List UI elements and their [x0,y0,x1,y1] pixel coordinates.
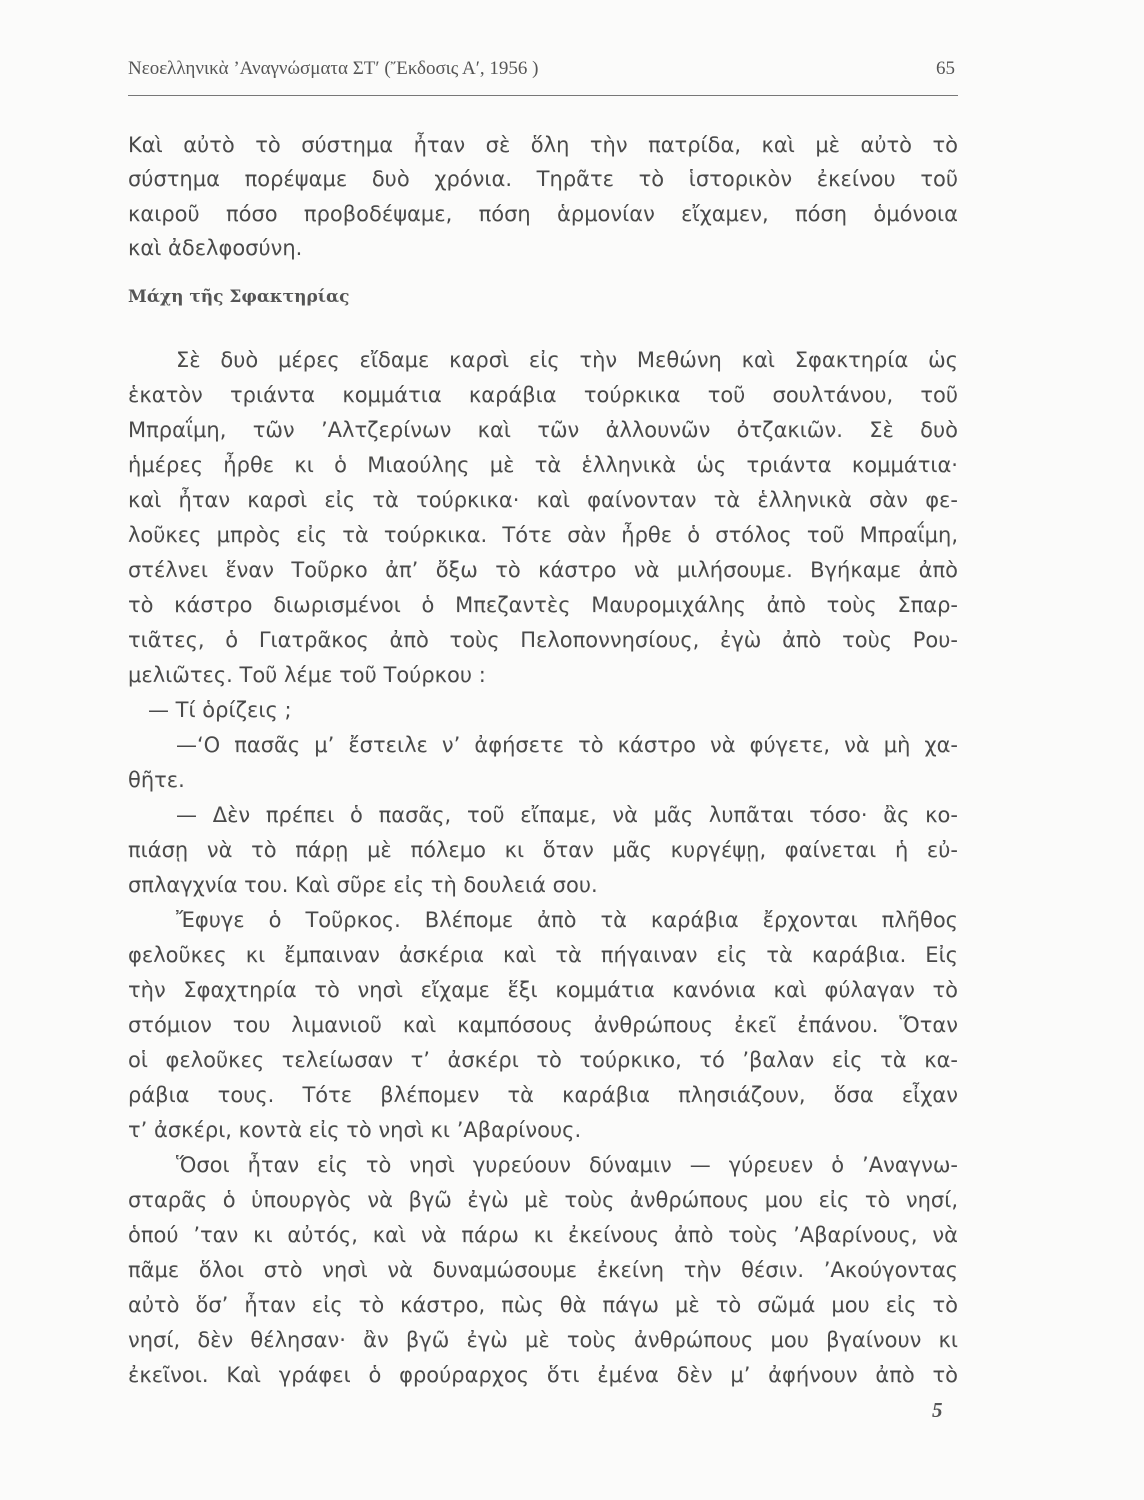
section-heading: Μάχη τῆς Σφακτηρίας [128,287,350,307]
text-line: θῆτε. [128,768,185,792]
text-line: Καὶ αὐτὸ τὸ σύστημα ἦταν σὲ ὅλη τὴν πατρίδα, καὶ μὲ αὐτὸ τὸ [128,133,958,157]
text-line: καὶ ἀδελφοσύνη. [128,235,303,260]
text-line: ἑκατὸν τριάντα κομμάτια καράβια τούρκικα τοῦ σουλτάνου, τοῦ [128,383,958,407]
text-line: τιᾶτες, ὁ Γιατρᾶκος ἀπὸ τοὺς Πελοποννησίους, ἐγὼ ἀπὸ τοὺς Ρου- [128,628,958,652]
text-line: —‘Ο πασᾶς μ’ ἔστειλε ν’ ἀφήσετε τὸ κάστρο νὰ φύγετε, νὰ μὴ χα- [176,733,958,757]
text-line: Ὅσοι ἦταν εἰς τὸ νησὶ γυρεύουν δύναμιν — γύρευεν ὁ ’Αναγνω- [176,1153,958,1177]
text-line: σύστημα πορέψαμε δυὸ χρόνια. Τηρᾶτε τὸ ἱστορικὸν ἐκείνου τοῦ [128,167,958,192]
text-line: τ’ ἀσκέρι, κοντὰ εἰς τὸ νησὶ κι ’Αβαρίνους. [128,1118,582,1142]
text-line: καιροῦ πόσο προβοδέψαμε, πόση ἁρμονίαν εἴχαμεν, πόση ὁμόνοια [128,201,958,226]
text-line: αὐτὸ ὅσ’ ἦταν εἰς τὸ κάστρο, πὼς θὰ πάγω μὲ τὸ σῶμά μου εἰς τὸ [128,1293,958,1317]
running-title: Νεοελληνικὰ ’Αναγνώσματα ΣΤ′ (Ἔκδοσις Α′, 1956 ) [128,58,539,79]
text-line: στέλνει ἕναν Τοῦρκο ἀπ’ ὄξω τὸ κάστρο νὰ μιλήσουμε. Βγήκαμε ἀπὸ [128,558,958,582]
text-line: — Δὲν πρέπει ὁ πασᾶς, τοῦ εἴπαμε, νὰ μᾶς λυπᾶται τόσο· ἂς κο- [176,803,958,827]
text-line: ράβια τους. Τότε βλέπομεν τὰ καράβια πλησιάζουν, ὅσα εἶχαν [128,1083,958,1107]
text-line: στόμιον του λιμανιοῦ καὶ καμπόσους ἀνθρώπους ἐκεῖ ἐπάνου. Ὅταν [128,1013,958,1037]
text-line: πᾶμε ὅλοι στὸ νησὶ νὰ δυναμώσουμε ἐκείνη τὴν θέσιν. ’Ακούγοντας [128,1258,958,1282]
signature-mark: 5 [932,1398,943,1422]
text-line: Ἔφυγε ὁ Τοῦρκος. Βλέπομε ἀπὸ τὰ καράβια ἔρχονται πλῆθος [176,908,958,932]
text-line: μελιῶτες. Τοῦ λέμε τοῦ Τούρκου : [128,663,486,687]
text-line: ὁπού ’ταν κι αὐτός, καὶ νὰ πάρω κι ἐκείνους ἀπὸ τοὺς ’Αβαρίνους, νὰ [128,1223,958,1247]
text-line: σπλαγχνία του. Καὶ σῦρε εἰς τὴ δουλειά σου. [128,873,598,897]
text-line: — Τί ὁρίζεις ; [148,698,292,722]
text-line: πιάσῃ νὰ τὸ πάρῃ μὲ πόλεμο κι ὅταν μᾶς κυργέψῃ, φαίνεται ἡ εὐ- [128,838,958,862]
text-line: τὴν Σφαχτηρία τὸ νησὶ εἴχαμε ἕξι κομμάτια κανόνια καὶ φύλαγαν τὸ [128,978,958,1002]
text-line: Μπραΐμη, τῶν ’Αλτζερίνων καὶ τῶν ἀλλουνῶν ὀτζακιῶν. Σὲ δυὸ [128,418,958,442]
text-line: λοῦκες μπρὸς εἰς τὰ τούρκικα. Τότε σὰν ἦρθε ὁ στόλος τοῦ Μπραΐμη, [128,523,958,547]
text-line: Σὲ δυὸ μέρες εἴδαμε καρσὶ εἰς τὴν Μεθώνη καὶ Σφακτηρία ὡς [176,348,958,372]
text-line: φελοῦκες κι ἔμπαιναν ἀσκέρια καὶ τὰ πήγαιναν εἰς τὰ καράβια. Εἰς [128,943,958,967]
text-line: τὸ κάστρο διωρισμένοι ὁ Μπεζαντὲς Μαυρομιχάλης ἀπὸ τοὺς Σπαρ- [128,593,958,617]
text-line: νησί, δὲν θέλησαν· ἂν βγῶ ἐγὼ μὲ τοὺς ἀνθρώπους μου βγαίνουν κι [128,1328,958,1352]
text-line: σταρᾶς ὁ ὑπουργὸς νὰ βγῶ ἐγὼ μὲ τοὺς ἀνθρώπους μου εἰς τὸ νησί, [128,1188,958,1212]
header-rule [128,95,958,96]
text-line: ἡμέρες ἦρθε κι ὁ Μιαούλης μὲ τὰ ἑλληνικὰ ὡς τριάντα κομμάτια· [128,453,958,477]
page-number: 65 [936,58,955,79]
text-line: ἐκεῖνοι. Καὶ γράφει ὁ φρούραρχος ὅτι ἐμένα δὲν μ’ ἀφήνουν ἀπὸ τὸ [128,1363,958,1387]
text-line: οἱ φελοῦκες τελείωσαν τ’ ἀσκέρι τὸ τούρκικο, τό ’βαλαν εἰς τὰ κα- [128,1048,958,1072]
text-line: καὶ ἦταν καρσὶ εἰς τὰ τούρκικα· καὶ φαίνονταν τὰ ἑλληνικὰ σὰν φε- [128,488,958,512]
